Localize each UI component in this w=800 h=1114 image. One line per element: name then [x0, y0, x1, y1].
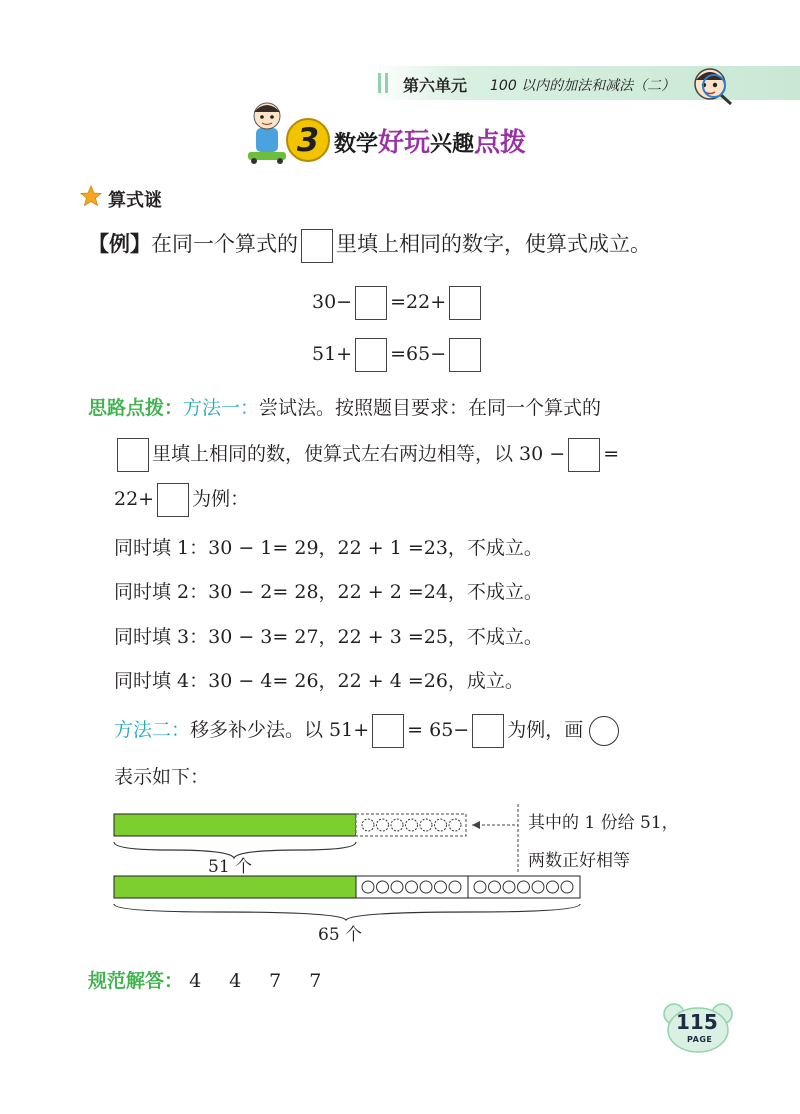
equation-part: 30−	[312, 291, 353, 313]
label-51: 51 个	[208, 857, 253, 877]
title-part: 好玩	[378, 128, 431, 158]
method2-line-2: 表示如下：	[114, 766, 210, 788]
bar-65	[114, 876, 356, 898]
analysis-text: 里填上相同的数，使算式左右两边相等，以 30 −	[152, 443, 566, 465]
answer-line	[88, 966, 343, 993]
dashed-circle	[406, 819, 418, 831]
label-65: 65 个	[318, 925, 363, 945]
equation-part: =22+	[390, 291, 447, 313]
section-title: 算式谜	[108, 190, 162, 211]
circle	[377, 881, 389, 893]
example-tag: 【例】	[88, 231, 151, 256]
analysis-text: =	[603, 443, 620, 465]
circle	[503, 881, 515, 893]
brace-65	[114, 904, 580, 920]
diagram-note: 两数正好相等	[528, 851, 630, 871]
try-line: 同时填 4：30 − 4= 26，22 + 4 =26，成立。	[114, 670, 524, 692]
method2-text: = 65−	[407, 719, 470, 741]
circle	[532, 881, 544, 893]
circle	[406, 881, 418, 893]
header-unit: 第六单元	[403, 76, 468, 95]
circle-icon	[589, 716, 619, 746]
page-label: PAGE	[687, 1035, 713, 1044]
diagram-note: 其中的 1 份给 51，	[528, 813, 679, 833]
title-part: 兴趣	[430, 132, 475, 157]
answer-box[interactable]	[449, 286, 481, 320]
title-part: 点拨	[474, 128, 527, 158]
dashed-circle	[391, 819, 403, 831]
answer-value: 4	[189, 970, 202, 992]
try-line: 同时填 3：30 − 3= 27，22 + 3 =25，不成立。	[114, 626, 543, 648]
answer-box[interactable]	[568, 438, 600, 472]
example-equation-1	[312, 286, 484, 320]
answer-box[interactable]	[472, 714, 504, 748]
answer-box[interactable]	[449, 338, 481, 372]
method2-label: 方法二：	[114, 719, 191, 741]
dashed-circle	[420, 819, 432, 831]
analysis-line-3	[114, 483, 249, 517]
method1-label: 方法一：	[183, 397, 260, 419]
analysis-line-2	[114, 438, 619, 472]
answer-box[interactable]	[372, 714, 404, 748]
header-bar-decoration	[378, 73, 381, 93]
page-number: 115	[676, 1010, 718, 1034]
arrow-head-icon	[472, 821, 480, 829]
dashed-circle	[435, 819, 447, 831]
example-text: 在同一个算式的	[151, 232, 298, 256]
circle	[362, 881, 374, 893]
method2-text: 移多补少法。以 51+	[190, 719, 370, 741]
circle	[547, 881, 559, 893]
answer-box[interactable]	[117, 438, 149, 472]
circle	[489, 881, 501, 893]
dashed-circle	[377, 819, 389, 831]
boy-mascot-icon	[242, 98, 292, 164]
answer-label: 规范解答：	[88, 970, 184, 992]
example-text: 里填上相同的数字，使算式成立。	[336, 232, 651, 256]
answer-value: 7	[269, 970, 282, 992]
header-topic: 100 以内的加法和减法（二）	[490, 78, 676, 94]
magnifier-mascot-icon	[692, 66, 734, 106]
try-line: 同时填 2：30 − 2= 28，22 + 2 =24，不成立。	[114, 581, 543, 603]
circle	[420, 881, 432, 893]
method1-text: 尝试法。按照题目要求：在同一个算式的	[259, 397, 602, 419]
answer-value: 4	[229, 970, 242, 992]
circle	[435, 881, 447, 893]
method2-text: 为例，画	[507, 719, 584, 741]
try-line: 同时填 1：30 − 1= 29，22 + 1 =23，不成立。	[114, 537, 543, 559]
answer-box[interactable]	[355, 286, 387, 320]
answer-box[interactable]	[157, 483, 189, 517]
analysis-text: 22+	[114, 488, 155, 510]
title-number-badge: 3	[286, 118, 330, 162]
dashed-circle	[449, 819, 461, 831]
circle	[391, 881, 403, 893]
answer-box[interactable]	[301, 229, 333, 263]
answer-box[interactable]	[355, 338, 387, 372]
analysis-label: 思路点拨：	[88, 397, 184, 419]
analysis-line-1	[88, 393, 601, 420]
circle	[518, 881, 530, 893]
title-part: 数学	[334, 132, 379, 157]
method2-line-1	[114, 714, 619, 748]
circle	[474, 881, 486, 893]
star-icon	[80, 185, 102, 207]
page-title	[334, 122, 526, 159]
circle	[449, 881, 461, 893]
answer-value: 7	[309, 970, 322, 992]
bar-51	[114, 814, 356, 836]
circle	[561, 881, 573, 893]
equation-part: =65−	[390, 343, 447, 365]
dashed-circle	[362, 819, 374, 831]
header-bar-decoration	[385, 73, 388, 93]
analysis-text: 为例：	[192, 488, 250, 510]
example-statement	[88, 228, 651, 263]
equation-part: 51+	[312, 343, 353, 365]
example-equation-2	[312, 338, 484, 372]
